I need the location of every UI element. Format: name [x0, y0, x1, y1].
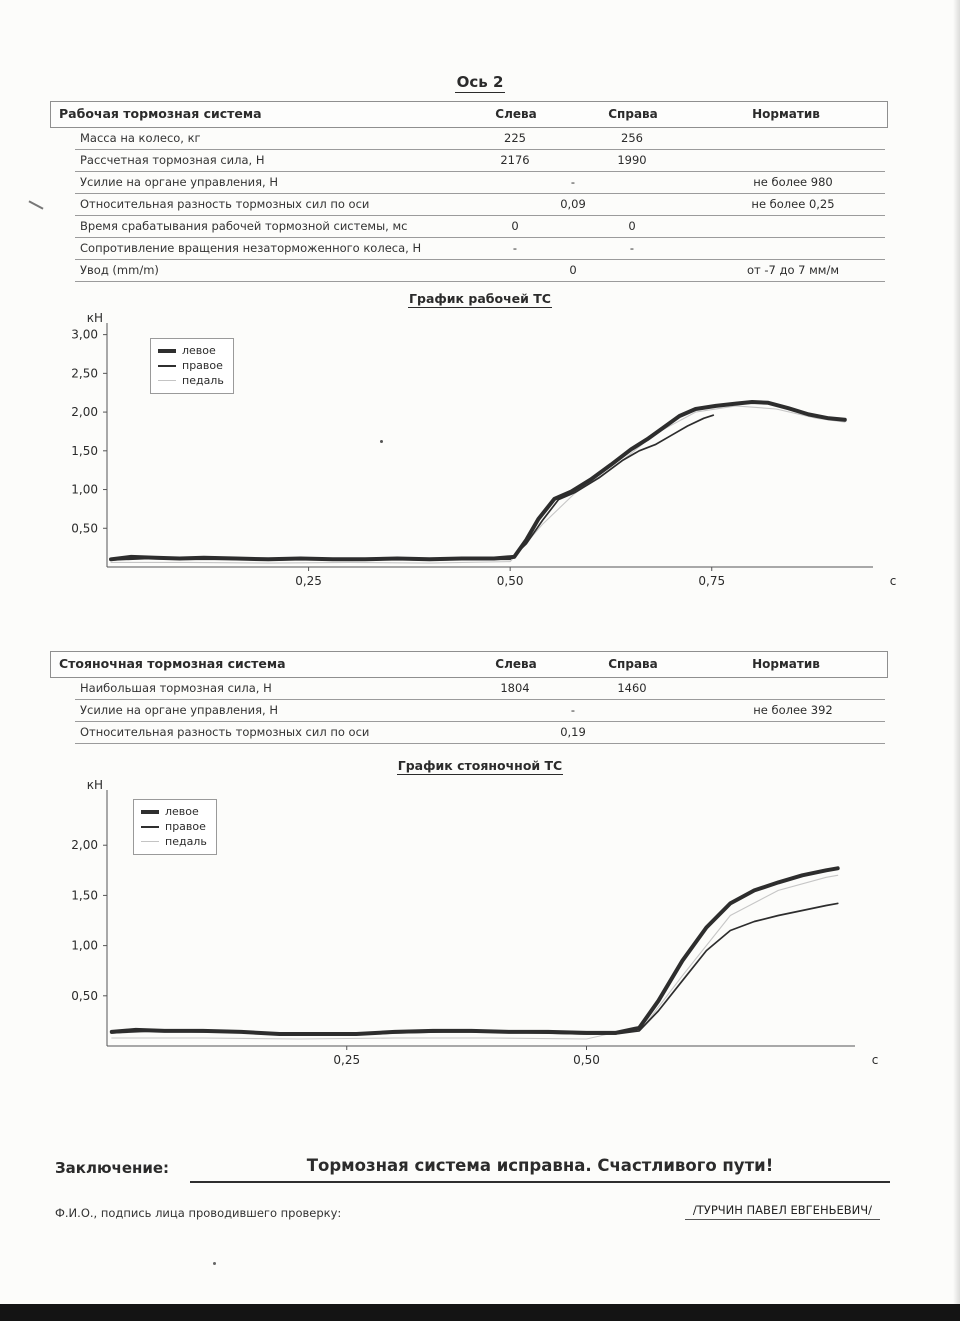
- column-header-right: Справа: [608, 107, 658, 121]
- column-header-left: Слева: [495, 657, 537, 671]
- legend-label: левое: [182, 344, 216, 357]
- row-label: Усилие на органе управления, Н: [80, 175, 278, 189]
- column-header-left: Слева: [495, 107, 537, 121]
- svg-text:0,50: 0,50: [496, 574, 524, 588]
- value-left: 225: [504, 131, 526, 145]
- table-body: [75, 128, 885, 282]
- parking-brake-table: [0, 651, 960, 744]
- svg-text:кН: кН: [86, 311, 103, 325]
- value-left: 2176: [500, 153, 530, 167]
- svg-text:2,50: 2,50: [71, 366, 98, 381]
- value-norm: не более 392: [753, 703, 833, 717]
- signature-section: [55, 1203, 880, 1220]
- row-label: Рассчетная тормозная сила, Н: [80, 153, 265, 167]
- axis-section-title: [0, 72, 960, 91]
- svg-text:кН: кН: [86, 778, 103, 792]
- svg-text:2,00: 2,00: [71, 405, 98, 420]
- table-row: [75, 216, 885, 238]
- legend-line-pedal-icon: [158, 380, 176, 381]
- row-label: Усилие на органе управления, Н: [80, 703, 278, 717]
- svg-text:3,00: 3,00: [71, 327, 98, 342]
- row-label: Относительная разность тормозных сил по оси: [80, 197, 370, 211]
- table-row: [75, 700, 885, 722]
- table-row: [75, 128, 885, 150]
- legend-label: правое: [165, 820, 206, 833]
- scan-artifact-speck: [213, 1262, 216, 1265]
- row-label: Сопротивление вращения незаторможенного колеса, Н: [80, 241, 422, 255]
- table-row: [75, 678, 885, 700]
- value-axis: 0,19: [560, 725, 586, 739]
- legend-label: педаль: [165, 835, 207, 848]
- svg-text:1,00: 1,00: [71, 482, 98, 497]
- table-header: [50, 101, 888, 128]
- value-axis: 0,09: [560, 197, 586, 211]
- working-brake-table: [0, 101, 960, 282]
- legend-item-pedal: [141, 834, 207, 849]
- table-row: [75, 260, 885, 282]
- row-label: Время срабатывания рабочей тормозной системы, мс: [80, 219, 408, 233]
- column-header-norm: Норматив: [752, 107, 820, 121]
- svg-text:1,50: 1,50: [71, 888, 98, 903]
- table-row: [75, 194, 885, 216]
- conclusion-section: [55, 1156, 890, 1183]
- legend-item-right: [158, 358, 224, 373]
- value-norm: от -7 до 7 мм/м: [746, 263, 840, 277]
- value-left: 0: [511, 219, 519, 233]
- row-label: Масса на колесо, кг: [80, 131, 201, 145]
- value-axis: 0: [569, 263, 577, 277]
- scan-bottom-bar: [0, 1304, 960, 1321]
- column-header-right: Справа: [608, 657, 658, 671]
- value-left: -: [512, 241, 518, 255]
- legend-item-pedal: [158, 373, 224, 388]
- value-right: 1990: [617, 153, 647, 167]
- legend-label: левое: [165, 805, 199, 818]
- svg-text:0,50: 0,50: [573, 1053, 600, 1067]
- svg-text:с: с: [871, 1053, 879, 1067]
- legend-label: педаль: [182, 374, 224, 387]
- table-row: [75, 150, 885, 172]
- table-row: [75, 238, 885, 260]
- table-title: Рабочая тормозная система: [59, 106, 262, 121]
- chart-legend: [150, 338, 234, 394]
- chart-legend: [133, 799, 217, 855]
- working-brake-chart-title: График рабочей ТС: [409, 291, 551, 306]
- row-label: Увод (mm/m): [80, 263, 159, 277]
- signer-label: Ф.И.О., подпись лица проводившего проверку:: [55, 1206, 342, 1220]
- scan-artifact-speck: [380, 440, 383, 443]
- svg-text:0,50: 0,50: [71, 988, 98, 1003]
- value-right: 256: [621, 131, 643, 145]
- value-axis: -: [570, 175, 576, 189]
- svg-text:0,75: 0,75: [698, 574, 726, 588]
- legend-line-right-icon: [141, 826, 159, 828]
- legend-item-right: [141, 819, 207, 834]
- svg-text:2,00: 2,00: [71, 838, 98, 853]
- legend-line-left-icon: [141, 810, 159, 814]
- column-header-norm: Норматив: [752, 657, 820, 671]
- table-row: [75, 172, 885, 194]
- svg-text:0,50: 0,50: [71, 521, 98, 536]
- row-label: Относительная разность тормозных сил по оси: [80, 725, 370, 739]
- legend-label: правое: [182, 359, 223, 372]
- value-right: 0: [628, 219, 636, 233]
- svg-text:0,25: 0,25: [295, 574, 322, 588]
- row-label: Наибольшая тормозная сила, Н: [80, 681, 272, 695]
- value-norm: не более 0,25: [751, 197, 835, 211]
- svg-text:1,00: 1,00: [71, 938, 98, 953]
- value-norm: не более 980: [753, 175, 833, 189]
- legend-item-left: [141, 804, 207, 819]
- legend-line-pedal-icon: [141, 841, 159, 842]
- table-title: Стояночная тормозная система: [59, 656, 286, 671]
- working-brake-chart: [45, 309, 960, 601]
- scan-edge-shadow: [953, 0, 960, 1321]
- value-left: 1804: [500, 681, 530, 695]
- parking-brake-chart: [45, 776, 960, 1080]
- conclusion-label: Заключение:: [55, 1159, 170, 1177]
- value-axis: -: [570, 703, 576, 717]
- parking-brake-chart-title: График стояночной ТС: [397, 758, 563, 773]
- svg-text:0,25: 0,25: [333, 1053, 361, 1067]
- svg-text:с: с: [889, 574, 897, 588]
- axis-title-text: Ось 2: [456, 73, 504, 91]
- value-right: 1460: [617, 681, 647, 695]
- table-body: [75, 678, 885, 744]
- svg-text:1,50: 1,50: [71, 443, 98, 458]
- conclusion-text: Тормозная система исправна. Счастливого пути!: [190, 1156, 890, 1183]
- table-header: [50, 651, 888, 678]
- table-row: [75, 722, 885, 744]
- signer-name: /ТУРЧИН ПАВЕЛ ЕВГЕНЬЕВИЧ/: [685, 1203, 880, 1220]
- value-right: -: [629, 241, 635, 255]
- legend-line-left-icon: [158, 349, 176, 353]
- legend-line-right-icon: [158, 365, 176, 367]
- legend-item-left: [158, 343, 224, 358]
